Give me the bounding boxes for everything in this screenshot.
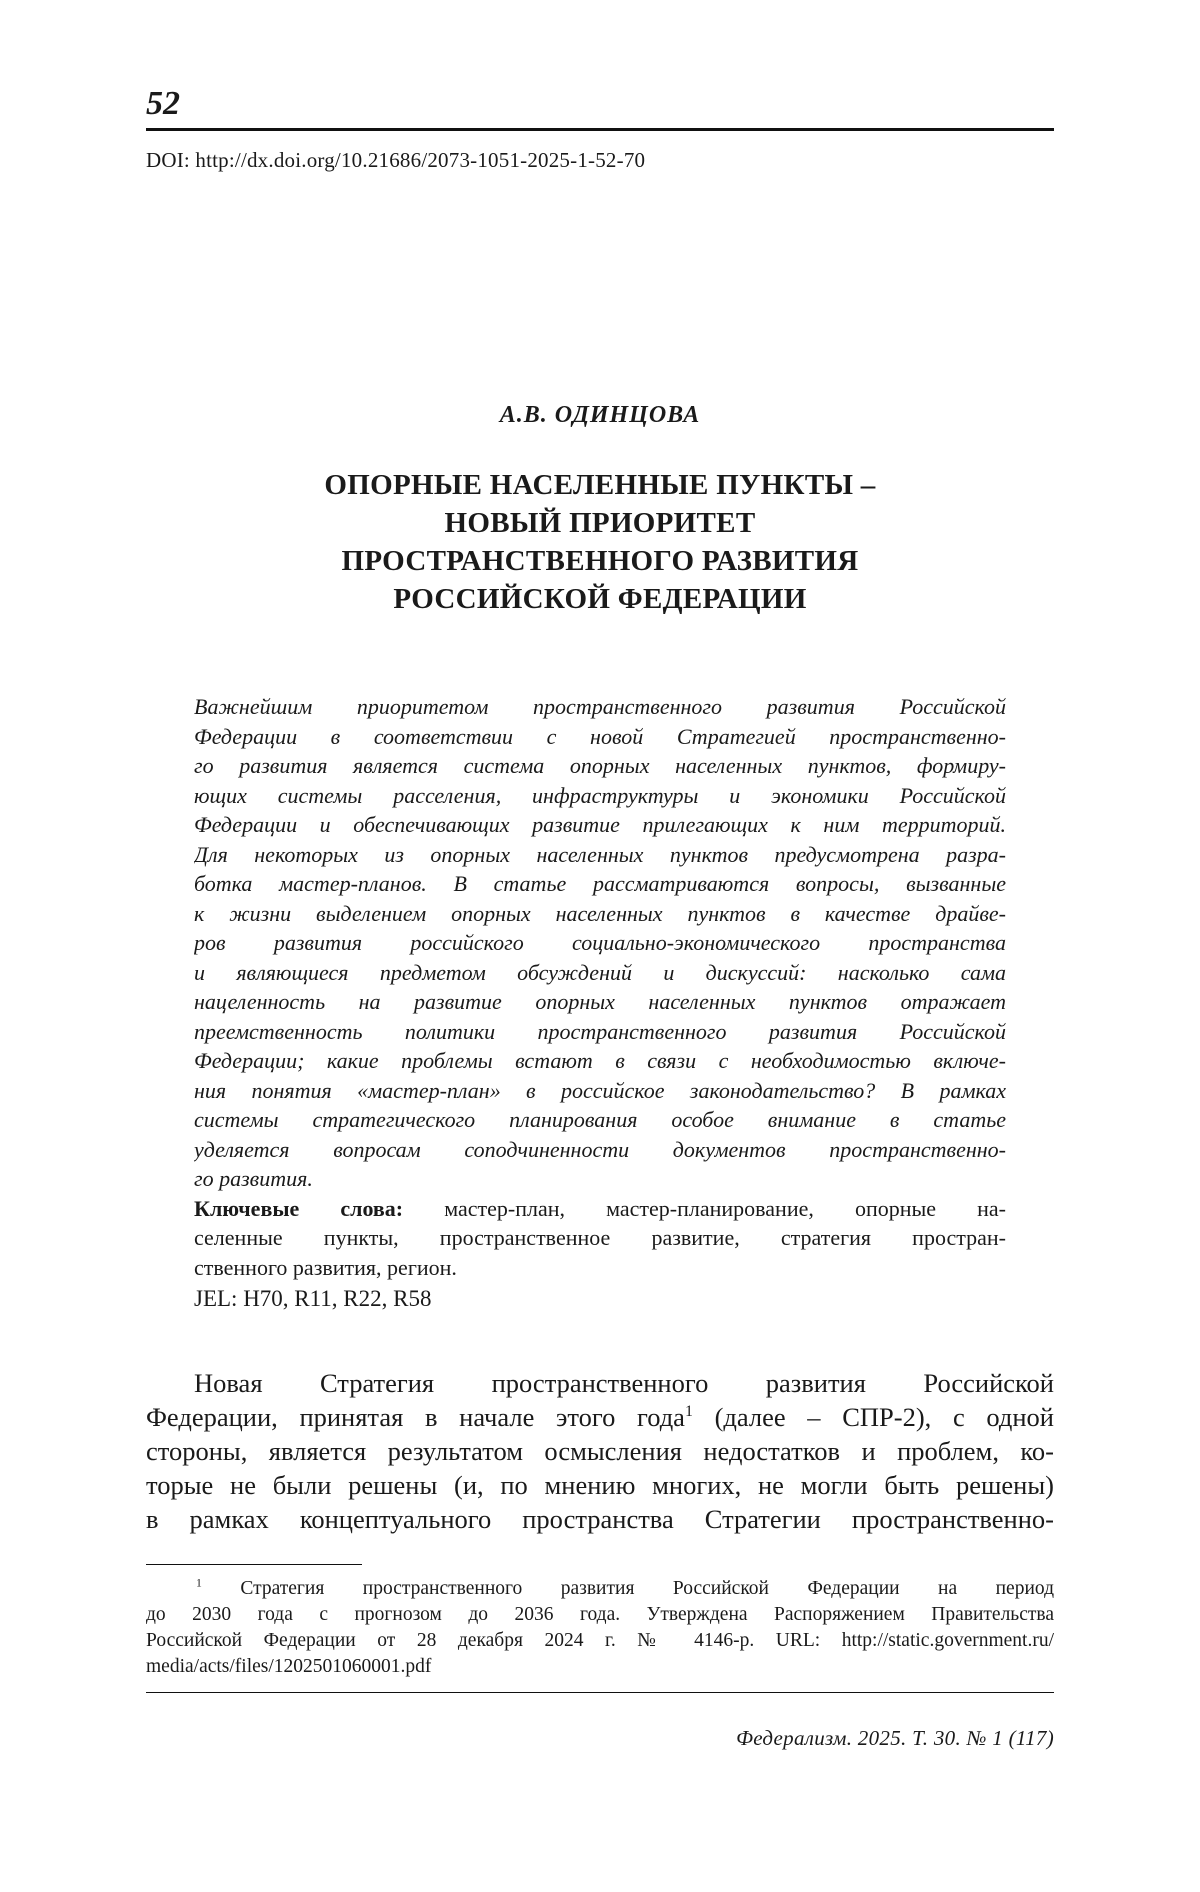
jel-codes: JEL: H70, R11, R22, R58 bbox=[194, 1286, 432, 1311]
body-line: в рамках концептуального пространства Стратегии пространственно- bbox=[146, 1504, 1054, 1534]
footer-rule bbox=[146, 1692, 1054, 1693]
abstract-line: го развития. bbox=[194, 1166, 313, 1191]
abstract-line: системы стратегического планирования особое внимание в статье bbox=[194, 1107, 1006, 1132]
footnote-text: Стратегия пространственного развития Российской Федерации на период bbox=[201, 1578, 1054, 1599]
abstract-line: го развития является система опорных населенных пунктов, формиру- bbox=[194, 753, 1006, 778]
body-line: Новая Стратегия пространственного развития Российской bbox=[194, 1368, 1054, 1398]
keywords-label: Ключевые слова: bbox=[194, 1195, 404, 1221]
abstract-line: Важнейшим приоритетом пространственного развития Российской bbox=[194, 694, 1006, 719]
body-line-part: Федерации, принятая в начале этого года bbox=[146, 1402, 685, 1432]
body-line: стороны, является результатом осмысления недостатков и проблем, ко- bbox=[146, 1436, 1054, 1466]
title-line: НОВЫЙ ПРИОРИТЕТ bbox=[444, 507, 756, 539]
footnote-line[interactable]: Российской Федерации от 28 декабря 2024 г. № 4146-р. URL: http://static.government.ru/ bbox=[146, 1630, 1054, 1651]
abstract-line: нацеленность на развитие опорных населенных пунктов отражает bbox=[194, 989, 1006, 1014]
footnote-ref[interactable]: 1 bbox=[684, 1403, 693, 1421]
abstract-line: Для некоторых из опорных населенных пунктов предусмотрена разра- bbox=[194, 841, 1006, 867]
article-author: А.В. ОДИНЦОВА bbox=[499, 402, 701, 428]
abstract-line: Федерации; какие проблемы встают в связи с необходимостью включе- bbox=[194, 1048, 1006, 1073]
body-line: торые не были решены (и, по мнению многих, не могли быть решены) bbox=[146, 1470, 1054, 1500]
abstract-line: и являющиеся предметом обсуждений и дискуссий: насколько сама bbox=[194, 959, 1006, 985]
footnote-line: до 2030 года с прогнозом до 2036 года. Утверждена Распоряжением Правительства bbox=[146, 1604, 1054, 1625]
article-title bbox=[146, 466, 1054, 618]
abstract-line: ния понятия «мастер-план» в российское законодательство? В рамках bbox=[194, 1077, 1006, 1103]
abstract-line: Федерации и обеспечивающих развитие прилегающих к ним территорий. bbox=[194, 812, 1006, 837]
footnote-marker: 1 bbox=[196, 1576, 202, 1590]
title-line: ПРОСТРАНСТВЕННОГО РАЗВИТИЯ bbox=[341, 545, 859, 577]
keywords-line bbox=[194, 1194, 1006, 1224]
footnote-line bbox=[146, 1576, 1054, 1602]
journal-reference: Федерализм. 2025. Т. 30. № 1 (117) bbox=[736, 1726, 1054, 1750]
title-line: РОССИЙСКОЙ ФЕДЕРАЦИИ bbox=[393, 583, 807, 615]
keywords-text: мастер-план, мастер-планирование, опорные на- bbox=[403, 1195, 1006, 1221]
abstract-line: ботка мастер-планов. В статье рассматриваются вопросы, вызванные bbox=[194, 871, 1006, 896]
keywords-line: селенные пункты, пространственное развитие, стратегия простран- bbox=[194, 1225, 1006, 1250]
abstract-line: ров развития российского социально-экономического пространства bbox=[194, 930, 1006, 955]
page-number: 52 bbox=[146, 85, 180, 122]
body-line-part: (далее – СПР-2), с одной bbox=[692, 1402, 1054, 1432]
title-line: ОПОРНЫЕ НАСЕЛЕННЫЕ ПУНКТЫ – bbox=[324, 469, 876, 501]
header-rule bbox=[146, 128, 1054, 131]
abstract-line: уделяется вопросам соподчиненности документов пространственно- bbox=[194, 1136, 1006, 1162]
abstract-line: Федерации в соответствии с новой Стратегией пространственно- bbox=[194, 723, 1006, 749]
footnote bbox=[146, 1576, 1054, 1680]
abstract-line: к жизни выделением опорных населенных пунктов в качестве драйве- bbox=[194, 900, 1006, 926]
body-line bbox=[146, 1400, 1054, 1434]
abstract-line: преемственность политики пространственного развития Российской bbox=[194, 1018, 1006, 1044]
body-text bbox=[146, 1366, 1054, 1536]
footnote-separator bbox=[146, 1564, 362, 1565]
footnote-line[interactable]: media/acts/files/1202501060001.pdf bbox=[146, 1656, 432, 1677]
doi-line[interactable]: DOI: http://dx.doi.org/10.21686/2073-1051-2025-1-52-70 bbox=[146, 148, 646, 172]
abstract-line: ющих системы расселения, инфраструктуры и экономики Российской bbox=[194, 782, 1006, 808]
keywords-line: ственного развития, регион. bbox=[194, 1254, 457, 1280]
abstract bbox=[194, 692, 1006, 1282]
